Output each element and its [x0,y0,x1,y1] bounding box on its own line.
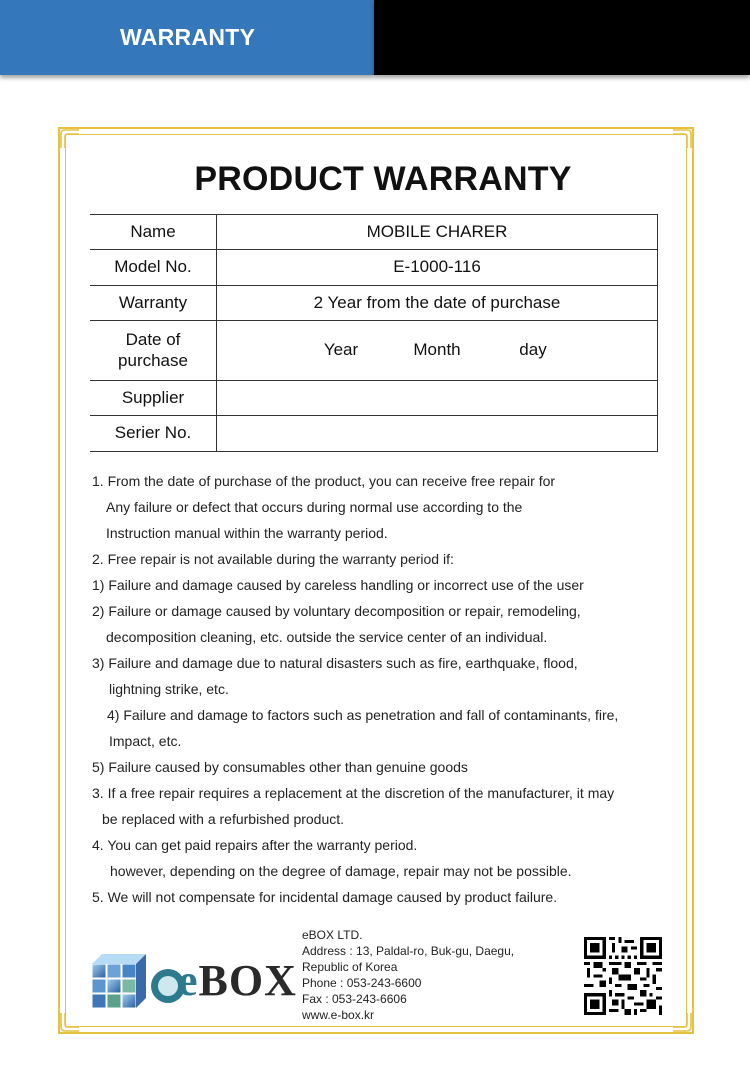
terms-line: 3) Failure and damage due to natural disasters such as fire, earthquake, flood, [92,655,578,671]
header-black-bar [374,0,750,75]
terms-line: 3. If a free repair requires a replacement at the discretion of the manufacturer, it may [92,785,615,801]
table-row [90,250,658,286]
qr-code-icon [584,937,662,1015]
name-value: MOBILE CHARER [217,215,658,250]
date-label-line2: purchase [118,350,188,370]
table-row [90,381,658,416]
company-website[interactable]: www.e-box.kr [302,1008,375,1022]
company-fax: Fax : 053-243-6606 [302,992,407,1006]
terms-line: lightning strike, etc. [109,681,229,697]
warranty-value: 2 Year from the date of purchase [217,286,658,321]
date-value [217,321,658,381]
table-row [90,416,658,452]
terms-line: 2) Failure or damage caused by voluntary decomposition or repair, remodeling, [92,603,581,619]
corner-ornament-icon [59,1011,81,1033]
ebox-logo-text [178,955,297,1006]
company-info [302,927,514,1023]
name-label: Name [90,215,217,250]
terms-line: however, depending on the degree of damage, repair may not be possible. [110,863,572,879]
date-month: Month [413,340,461,360]
table-row [90,321,658,381]
terms-line: Impact, etc. [109,733,182,749]
logo-letters-box: BOX [198,956,297,1005]
serial-label: Serier No. [90,416,217,452]
date-year: Year [323,340,359,360]
terms-line: 2. Free repair is not available during the warranty period if: [92,551,454,567]
warranty-label: Warranty [90,286,217,321]
company-address-line1: Address : 13, Paldal-ro, Buk-gu, Daegu, [302,944,515,958]
terms-line: be replaced with a refurbished product. [102,811,345,827]
date-label-line1: Date of [125,330,181,350]
terms-line: 1. From the date of purchase of the product, you can receive free repair for [92,473,556,489]
table-row [90,286,658,321]
corner-ornament-icon [671,1011,693,1033]
warranty-terms [92,468,682,910]
logo-letter-e: e [178,956,199,1005]
terms-line: 1) Failure and damage caused by careless handling or incorrect use of the user [92,577,584,593]
company-name: eBOX LTD. [302,928,363,942]
supplier-label: Supplier [90,381,217,416]
terms-line: 5) Failure caused by consumables other than genuine goods [92,759,468,775]
date-day: day [519,340,547,360]
serial-value [217,416,658,452]
terms-line: 4. You can get paid repairs after the warranty period. [92,837,418,853]
company-phone: Phone : 053-243-6600 [302,976,422,990]
table-row [90,215,658,250]
corner-ornament-icon [671,128,693,150]
header-title: WARRANTY [120,24,256,50]
terms-line: Instruction manual within the warranty period. [106,525,388,541]
terms-line: 4) Failure and damage to factors such as penetration and fall of contaminants, fire, [107,707,619,723]
model-value: E-1000-116 [217,250,658,286]
company-address-line2: Republic of Korea [302,960,398,974]
warranty-table [90,214,658,452]
model-label: Model No. [90,250,217,286]
terms-line: 5. We will not compensate for incidental damage caused by product failure. [92,889,558,905]
corner-ornament-icon [59,128,81,150]
document-title: PRODUCT WARRANTY [194,160,572,198]
terms-line: decomposition cleaning, etc. outside the service center of an individual. [106,629,548,645]
supplier-value [217,381,658,416]
date-label [90,321,217,381]
terms-line: Any failure or defect that occurs during normal use according to the [106,499,523,515]
